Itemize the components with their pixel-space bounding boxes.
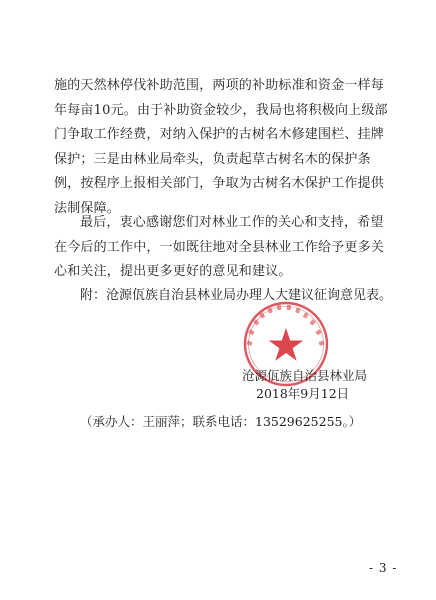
signing-organization: 沧源佤族自治县林业局: [242, 368, 368, 383]
contact-info: （承办人：王丽萍；联系电话：13529625255。）: [80, 414, 362, 429]
signing-date: 2018年9月12日: [256, 386, 350, 401]
body-paragraph-2: 最后，衷心感谢您们对林业工作的关心和支持，希望在今后的工作中，一如既往地对全县林业工作给予更多关心和关注，提出更多更好的意见和建议。: [54, 215, 385, 279]
page-number: - 3 -: [369, 561, 398, 575]
star-icon: [269, 328, 304, 361]
attachment-line: 附：沧源佤族自治县林业局办理人大建议征询意见表。: [80, 288, 393, 303]
body-paragraph-1: 施的天然林停伐补助范围，两项的补助标准和资金一样每年每亩10元。由于补助资金较少，我局也将积极向上级部门争取工作经费，对纳入保护的古树名木修建围栏、挂牌保护；三是由林业局牵头，负责起草古树名木的保护条例，按程序上报相关部门，争取为古树名木保护工作提供法制保障。: [54, 78, 388, 216]
